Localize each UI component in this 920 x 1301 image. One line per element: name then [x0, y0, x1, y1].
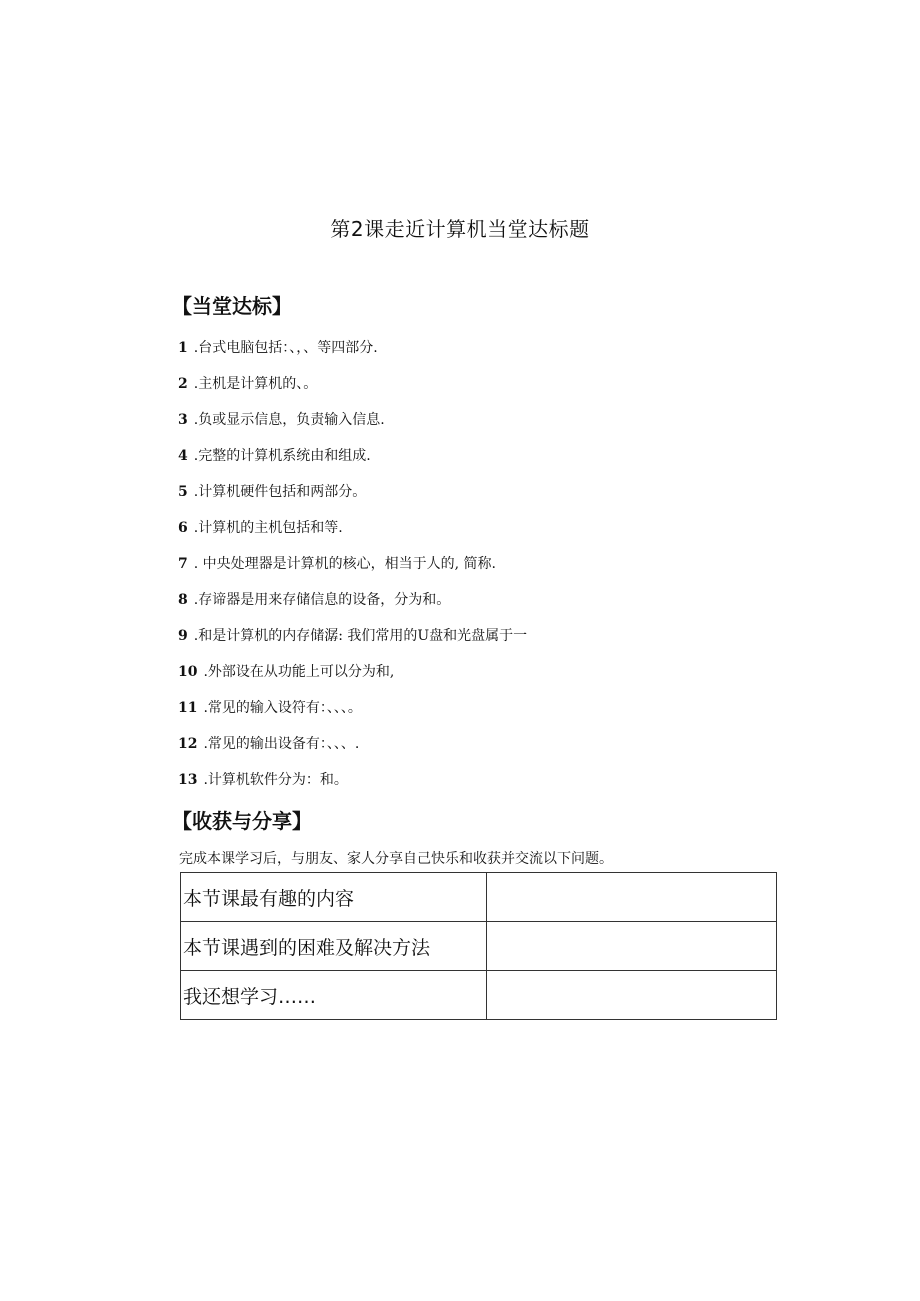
question-item [178, 517, 527, 553]
question-text: .台式电脑包括：、，、等四部分. [193, 340, 378, 356]
question-number: 3 [178, 412, 188, 428]
question-number: 4 [178, 448, 188, 464]
section-intro: 完成本课学习后，与朋友、家人分享自己快乐和收获并交流以下问题。 [179, 851, 613, 867]
question-text: .外部设在从功能上可以分为和, [203, 664, 395, 680]
question-text: . 中央处理器是计算机的核心，相当于人的, 简称. [193, 556, 496, 572]
question-number: 10 [178, 664, 198, 680]
question-number: 2 [178, 376, 188, 392]
question-text: .常见的输出设备有：、、、. [203, 736, 360, 752]
table-answer-cell[interactable] [486, 971, 776, 1020]
question-item [178, 769, 527, 805]
question-number: 7 [178, 556, 188, 572]
question-text: .常见的输入设符有：、、、。 [203, 700, 362, 716]
question-number: 6 [178, 520, 188, 536]
question-number: 8 [178, 592, 188, 608]
table-label-cell: 本节课遇到的困难及解决方法 [181, 922, 487, 971]
question-number: 1 [178, 340, 188, 356]
table-answer-cell[interactable] [486, 922, 776, 971]
question-item [178, 733, 527, 769]
question-item [178, 445, 527, 481]
question-item [178, 553, 527, 589]
question-item [178, 373, 527, 409]
question-number: 11 [178, 700, 198, 716]
table-answer-cell[interactable] [486, 873, 776, 922]
question-item [178, 625, 527, 661]
question-number: 5 [178, 484, 188, 500]
question-text: .计算机软件分为：和。 [203, 772, 348, 788]
question-number: 13 [178, 772, 198, 788]
page-title: 第2课走近计算机当堂达标题 [330, 217, 590, 241]
section-heading-harvest: 【收获与分享】 [172, 809, 312, 833]
table-label-cell: 本节课最有趣的内容 [181, 873, 487, 922]
question-number: 9 [178, 628, 188, 644]
question-item [178, 481, 527, 517]
question-text: .主机是计算机的、。 [193, 376, 318, 392]
table-row [181, 873, 777, 922]
question-text: .存谛器是用来存储信息的设备，分为和。 [193, 592, 451, 608]
question-number: 12 [178, 736, 198, 752]
question-list [178, 337, 527, 805]
table-row [181, 922, 777, 971]
question-item [178, 337, 527, 373]
question-item [178, 697, 527, 733]
table-label-cell: 我还想学习…… [181, 971, 487, 1020]
question-item [178, 409, 527, 445]
question-item [178, 661, 527, 697]
question-text: .负或显示信息，负责输入信息. [193, 412, 385, 428]
question-text: .计算机的主机包括和等. [193, 520, 343, 536]
reflection-table [180, 872, 777, 1020]
table-row [181, 971, 777, 1020]
section-heading-practice: 【当堂达标】 [172, 294, 292, 318]
question-text: .完整的计算机系统由和组成. [193, 448, 371, 464]
question-text: .计算机硬件包括和两部分。 [193, 484, 367, 500]
question-item [178, 589, 527, 625]
question-text: .和是计算机的内存储潺: 我们常用的U盘和光盘属于一 [193, 628, 528, 644]
